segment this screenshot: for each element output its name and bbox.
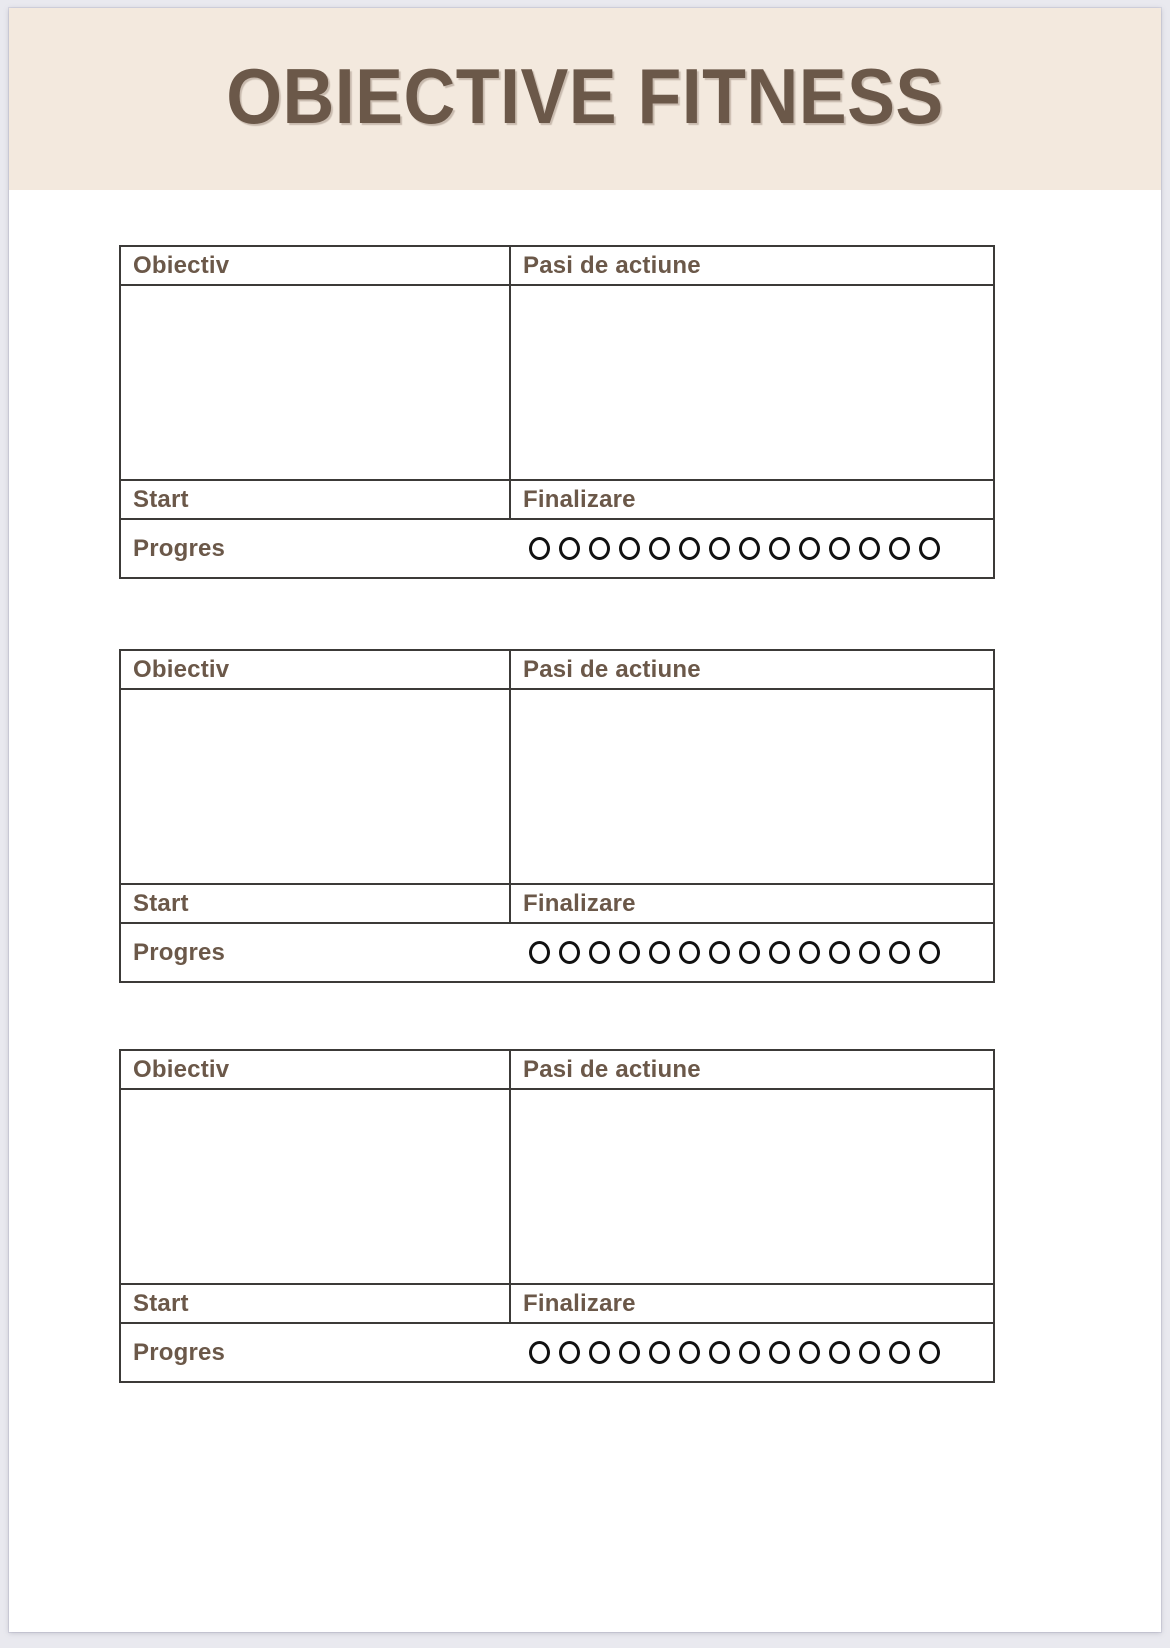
progress-dot[interactable] bbox=[649, 1341, 670, 1364]
action-steps-header-cell bbox=[511, 651, 993, 688]
progress-label: Progres bbox=[133, 534, 226, 562]
progress-dot[interactable] bbox=[769, 1341, 790, 1364]
finish-cell[interactable] bbox=[511, 481, 993, 518]
table-row bbox=[121, 924, 993, 981]
progress-label-cell bbox=[121, 520, 511, 577]
progress-dot[interactable] bbox=[529, 537, 550, 560]
objective-header-label: Obiectiv bbox=[133, 1055, 230, 1083]
progress-dot[interactable] bbox=[589, 1341, 610, 1364]
objective-input-cell[interactable] bbox=[121, 1090, 511, 1283]
progress-dots bbox=[523, 1341, 940, 1364]
start-cell[interactable] bbox=[121, 481, 511, 518]
goal-table-2 bbox=[119, 649, 995, 983]
table-row bbox=[121, 1285, 993, 1324]
start-cell[interactable] bbox=[121, 1285, 511, 1322]
progress-dot[interactable] bbox=[799, 537, 820, 560]
objective-header-label: Obiectiv bbox=[133, 251, 230, 279]
table-row bbox=[121, 247, 993, 286]
progress-dot[interactable] bbox=[739, 941, 760, 964]
progress-dot[interactable] bbox=[889, 1341, 910, 1364]
finish-cell[interactable] bbox=[511, 885, 993, 922]
finish-label: Finalizare bbox=[523, 889, 636, 917]
progress-dot[interactable] bbox=[769, 537, 790, 560]
finish-cell[interactable] bbox=[511, 1285, 993, 1322]
progress-dot[interactable] bbox=[559, 537, 580, 560]
progress-dot[interactable] bbox=[529, 941, 550, 964]
progress-dot[interactable] bbox=[739, 537, 760, 560]
progress-dot[interactable] bbox=[619, 1341, 640, 1364]
progress-dot[interactable] bbox=[649, 537, 670, 560]
document-page bbox=[9, 8, 1161, 1632]
progress-dot[interactable] bbox=[859, 537, 880, 560]
progress-dot[interactable] bbox=[589, 941, 610, 964]
action-steps-header-cell bbox=[511, 247, 993, 284]
finish-label: Finalizare bbox=[523, 485, 636, 513]
progress-dot[interactable] bbox=[919, 1341, 940, 1364]
table-row bbox=[121, 690, 993, 885]
progress-label: Progres bbox=[133, 938, 226, 966]
title-banner bbox=[9, 8, 1161, 190]
objective-header-cell bbox=[121, 651, 511, 688]
goal-table-3 bbox=[119, 1049, 995, 1383]
action-steps-header-label: Pasi de actiune bbox=[523, 1055, 701, 1083]
progress-dot[interactable] bbox=[859, 941, 880, 964]
action-steps-input-cell[interactable] bbox=[511, 1090, 993, 1283]
progress-dot[interactable] bbox=[889, 941, 910, 964]
progress-dot[interactable] bbox=[829, 537, 850, 560]
table-row bbox=[121, 885, 993, 924]
table-row bbox=[121, 1051, 993, 1090]
start-label: Start bbox=[133, 1289, 189, 1317]
table-row bbox=[121, 1090, 993, 1285]
progress-dot[interactable] bbox=[679, 537, 700, 560]
worksheet-body bbox=[9, 190, 1161, 1632]
action-steps-header-cell bbox=[511, 1051, 993, 1088]
objective-header-cell bbox=[121, 1051, 511, 1088]
progress-dot[interactable] bbox=[799, 1341, 820, 1364]
progress-dot[interactable] bbox=[559, 1341, 580, 1364]
table-row bbox=[121, 286, 993, 481]
progress-dot[interactable] bbox=[619, 941, 640, 964]
progress-dots bbox=[523, 537, 940, 560]
progress-dot[interactable] bbox=[559, 941, 580, 964]
progress-dot[interactable] bbox=[619, 537, 640, 560]
action-steps-input-cell[interactable] bbox=[511, 690, 993, 883]
progress-dot[interactable] bbox=[709, 1341, 730, 1364]
progress-dot[interactable] bbox=[829, 941, 850, 964]
progress-dot[interactable] bbox=[799, 941, 820, 964]
progress-dot[interactable] bbox=[919, 941, 940, 964]
progress-dots bbox=[523, 941, 940, 964]
table-row bbox=[121, 481, 993, 520]
progress-dot[interactable] bbox=[859, 1341, 880, 1364]
progress-dot[interactable] bbox=[709, 537, 730, 560]
objective-input-cell[interactable] bbox=[121, 690, 511, 883]
progress-dot[interactable] bbox=[739, 1341, 760, 1364]
goal-table-1 bbox=[119, 245, 995, 579]
start-cell[interactable] bbox=[121, 885, 511, 922]
table-row bbox=[121, 520, 993, 577]
progress-dot[interactable] bbox=[679, 1341, 700, 1364]
page-title: OBIECTIVE FITNESS bbox=[226, 52, 944, 140]
progress-dot[interactable] bbox=[709, 941, 730, 964]
progress-dot[interactable] bbox=[919, 537, 940, 560]
table-row bbox=[121, 651, 993, 690]
finish-label: Finalizare bbox=[523, 1289, 636, 1317]
progress-tracker-cell bbox=[511, 520, 993, 577]
progress-tracker-cell bbox=[511, 1324, 993, 1381]
progress-dot[interactable] bbox=[769, 941, 790, 964]
table-row bbox=[121, 1324, 993, 1381]
action-steps-input-cell[interactable] bbox=[511, 286, 993, 479]
start-label: Start bbox=[133, 485, 189, 513]
action-steps-header-label: Pasi de actiune bbox=[523, 655, 701, 683]
progress-label-cell bbox=[121, 924, 511, 981]
action-steps-header-label: Pasi de actiune bbox=[523, 251, 701, 279]
progress-dot[interactable] bbox=[649, 941, 670, 964]
start-label: Start bbox=[133, 889, 189, 917]
progress-label: Progres bbox=[133, 1338, 226, 1366]
objective-input-cell[interactable] bbox=[121, 286, 511, 479]
progress-dot[interactable] bbox=[679, 941, 700, 964]
progress-dot[interactable] bbox=[529, 1341, 550, 1364]
objective-header-cell bbox=[121, 247, 511, 284]
progress-dot[interactable] bbox=[589, 537, 610, 560]
progress-label-cell bbox=[121, 1324, 511, 1381]
objective-header-label: Obiectiv bbox=[133, 655, 230, 683]
progress-tracker-cell bbox=[511, 924, 993, 981]
progress-dot[interactable] bbox=[829, 1341, 850, 1364]
progress-dot[interactable] bbox=[889, 537, 910, 560]
